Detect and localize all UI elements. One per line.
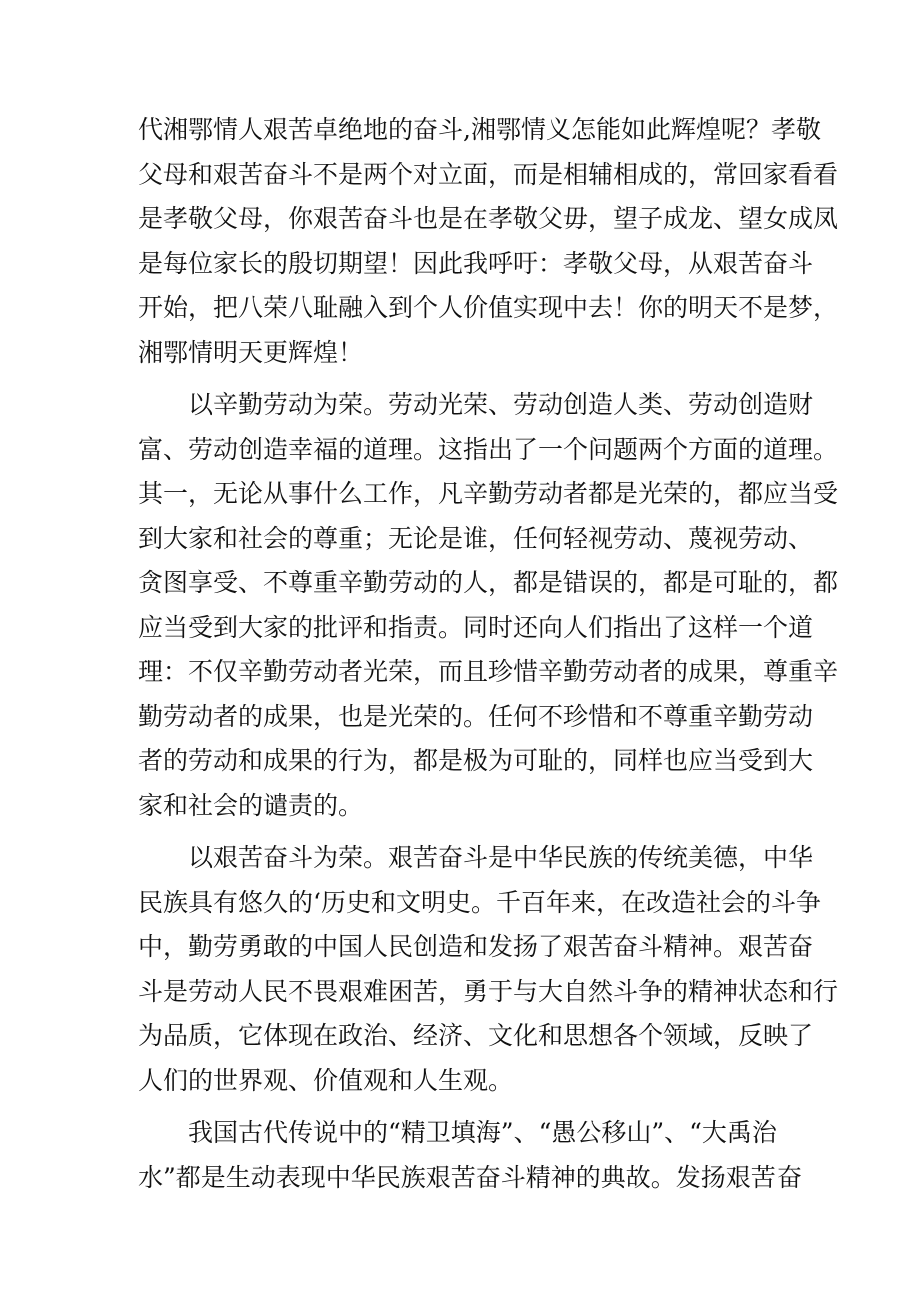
text-segment: 者的劳动和成果的行为，都是极为 <box>138 746 514 775</box>
text-segment: 湘鄂情明天更辉煌！ <box>138 337 364 367</box>
text-segment: 都是可耻的，都 <box>663 568 839 597</box>
text-segment: 应当受到大家的批评和指责。同时还向人们 <box>138 612 614 642</box>
text-segment: 开始，把八荣八耻融入到个人价值实 <box>138 293 539 322</box>
text-segment: 都应当受 <box>738 479 839 508</box>
text-segment: 的斗争 <box>745 887 821 917</box>
text-segment: 的精神状态和行 <box>663 976 839 1006</box>
text-line <box>138 561 839 606</box>
text-segment: 以辛勤劳动为荣。劳动光荣、劳动创造人类、劳动创造 <box>188 390 789 419</box>
text-line <box>138 606 814 651</box>
paragraph-gap <box>138 1103 802 1111</box>
text-line <box>138 1156 802 1201</box>
text-segment: 人们的世界观、价值观和人生观。 <box>138 1065 514 1095</box>
text-segment: 道理。 <box>763 434 839 464</box>
text-line <box>138 242 814 287</box>
text-segment: 呢？孝敬 <box>720 115 821 144</box>
paragraph <box>138 836 839 1103</box>
text-line <box>138 881 821 926</box>
text-segment: 民族具有悠久的‘历史和文明史。千百年来，在改造社会 <box>138 887 746 917</box>
text-segment: 为品质，它体现在政治、经济、文化和思想 <box>138 1021 614 1050</box>
text-segment: 父母和艰苦奋斗不是两个对立面，而是相辅相成 <box>138 159 664 189</box>
text-segment: 水”都是生动表现中华民族艰苦奋斗精神的典故。发扬艰苦 <box>138 1162 776 1192</box>
text-line <box>138 383 814 428</box>
text-segment: 富、劳动创造幸福的道理。这指出了一个问题两个方面的 <box>138 434 764 464</box>
text-segment: 是每位家长的殷切期望！因此我呼吁： <box>138 248 564 278</box>
paragraph-gap <box>138 828 802 836</box>
paragraph <box>138 108 839 375</box>
text-line <box>138 197 839 242</box>
text-segment: 勤劳动者的成果，也是光荣的。任何 <box>138 701 539 731</box>
paragraph <box>138 1111 802 1200</box>
text-segment: 理：不仅辛勤劳动者光荣，而且珍惜辛勤 <box>138 657 589 686</box>
text-segment: 是孝敬父母，你艰苦奋斗也是在孝敬父毋， <box>138 204 614 233</box>
text-segment: 华 <box>788 843 814 872</box>
text-segment: 神。艰苦奋 <box>688 932 814 961</box>
text-line <box>138 784 802 829</box>
text-line <box>138 331 802 376</box>
text-line <box>138 108 821 153</box>
text-segment: 财 <box>788 390 814 419</box>
text-line <box>138 428 839 473</box>
text-segment: 各个领域，反映了 <box>613 1021 814 1050</box>
text-line <box>138 153 839 198</box>
text-segment: 不珍惜和不尊重辛勤劳动 <box>538 701 814 731</box>
text-segment: 贪图享受、不尊重辛勤劳动的人，都是错误的， <box>138 568 664 597</box>
text-line <box>138 739 814 784</box>
text-segment: 可耻的，同样也应当受到大 <box>513 746 814 775</box>
text-line <box>138 472 839 517</box>
text-line <box>138 925 814 970</box>
text-line <box>138 970 839 1015</box>
text-line <box>138 695 814 740</box>
text-segment: 斗是劳动人民不畏艰难困苦，勇于与大自然斗争 <box>138 976 664 1006</box>
text-segment: 以艰苦奋斗为荣。艰苦奋斗是中华民族的传统美德，中 <box>188 843 789 872</box>
paragraph-gap <box>138 375 802 383</box>
text-line <box>138 1059 802 1104</box>
text-segment: 孝敬父母，从艰苦奋斗 <box>563 248 814 278</box>
document-body <box>138 108 839 1200</box>
text-segment: 奋 <box>776 1162 802 1192</box>
text-line <box>138 650 839 695</box>
text-segment: 蔑视劳动、 <box>688 523 814 553</box>
paragraph <box>138 383 839 828</box>
text-segment: 其一，无论从事什么工作，凡辛勤劳动者都是光荣的， <box>138 479 739 508</box>
text-segment: 的，常回家看看 <box>663 159 839 189</box>
text-line <box>138 1014 814 1059</box>
text-line <box>138 517 814 562</box>
text-segment: 现中去！你的明天不是梦， <box>538 293 839 322</box>
text-segment: 代湘鄂情人艰苦卓绝地的奋斗,湘鄂情义怎能如此辉煌 <box>138 115 721 144</box>
text-segment: 中，勤劳勇敢的中国人民创造和发扬了艰苦奋斗精 <box>138 932 689 961</box>
text-segment: 望子成龙、望女成凤 <box>613 204 839 233</box>
text-segment: 我国古代传说中的“精卫填海”、“愚公移山”、“大禹治 <box>188 1118 777 1147</box>
text-segment: 指出了这样一个道 <box>613 612 814 642</box>
text-line <box>138 286 839 331</box>
text-line <box>138 1111 802 1156</box>
text-segment: 家和社会的谴责的。 <box>138 790 364 820</box>
text-line <box>138 836 814 881</box>
text-segment: 到大家和社会的尊重；无论是谁，任何轻视劳动、 <box>138 523 689 553</box>
text-segment: 劳动者的成果，尊重辛 <box>588 657 839 686</box>
